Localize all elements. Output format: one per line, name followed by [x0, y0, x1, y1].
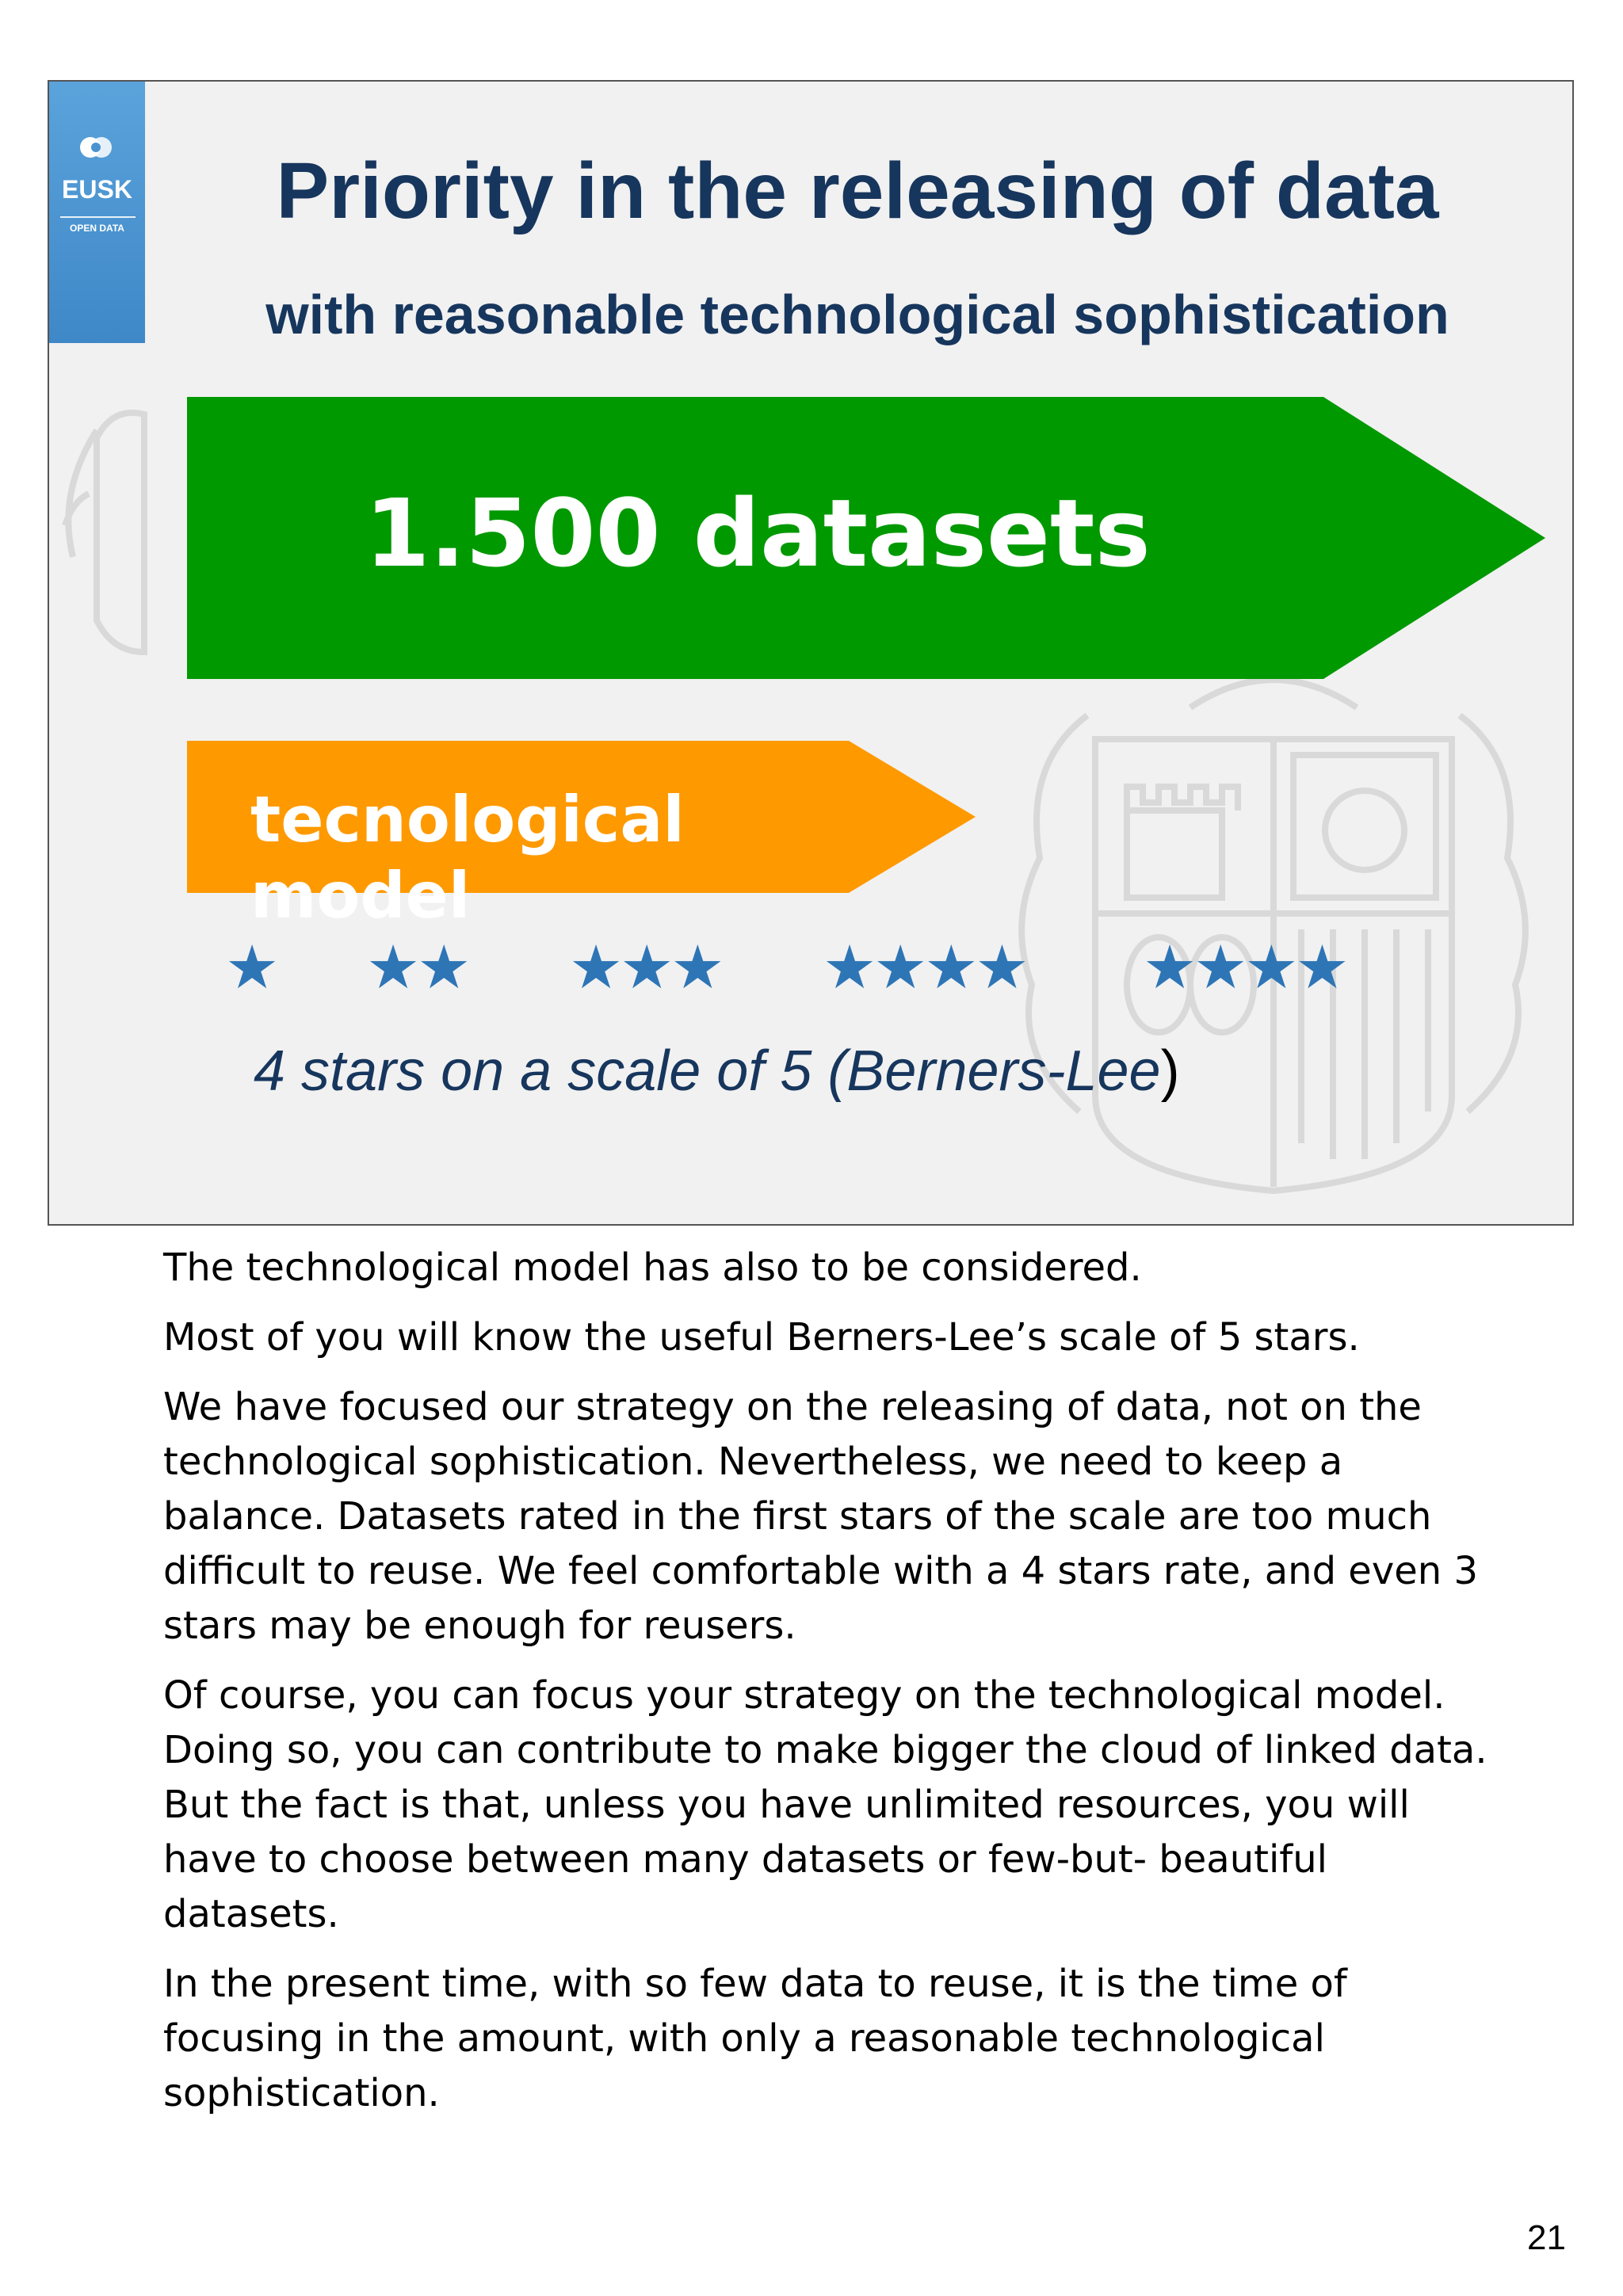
- note-paragraph: In the present time, with so few data to reuse, it is the time of focusing in the amount, with only a reasonable technological sophistication.: [163, 1962, 1347, 2115]
- model-arrow-label: tecnological model: [250, 783, 685, 933]
- speaker-notes: [163, 1241, 1510, 2136]
- star-group-4: ★★★★: [823, 932, 1026, 1002]
- rating-caption-end: ): [1160, 1039, 1180, 1103]
- slide-title: Priority in the releasing of data: [276, 147, 1439, 235]
- page-number: 21: [1527, 2218, 1566, 2257]
- datasets-arrow-label: 1.500 datasets: [365, 479, 1151, 588]
- note-paragraph: Most of you will know the useful Berners-Lee’s scale of 5 stars.: [163, 1315, 1360, 1360]
- note-paragraph: We have focused our strategy on the releasing of data, not on the technological sophistication. Nevertheless, we need to keep a balance. Datasets rated in the first stars of the scale are too much difficult to reuse. We feel comfortable with a 4 stars rate, and even 3 stars may be enough for reusers.: [163, 1385, 1478, 1648]
- slide: [48, 80, 1574, 1226]
- rating-caption-text: 4 stars on a scale of 5 (Berners-Lee: [254, 1039, 1161, 1103]
- note-paragraph: Of course, you can focus your strategy on the technological model. Doing so, you can contribute to make bigger the cloud of linked data. But the fact is that, unless you have unlimited resources, you will have to choose between many datasets or few-but- beautiful datasets.: [163, 1673, 1487, 1936]
- star-scale: [49, 932, 1574, 1016]
- eusk-logo: [49, 82, 145, 343]
- star-group-3: ★★★: [569, 932, 722, 1002]
- slide-subtitle: with reasonable technological sophistication: [265, 284, 1449, 345]
- logo-text: EUSK: [62, 175, 132, 204]
- rating-caption: [254, 1037, 1363, 1105]
- logo-subtitle: OPEN DATA: [70, 223, 124, 234]
- logo-mark-icon: [78, 135, 113, 159]
- star-group-1: ★: [225, 932, 277, 1002]
- star-group-2: ★★: [366, 932, 468, 1002]
- note-paragraph: The technological model has also to be considered.: [163, 1245, 1142, 1290]
- star-group-5: ★★★★: [1143, 932, 1346, 1002]
- logo-divider: [60, 216, 136, 218]
